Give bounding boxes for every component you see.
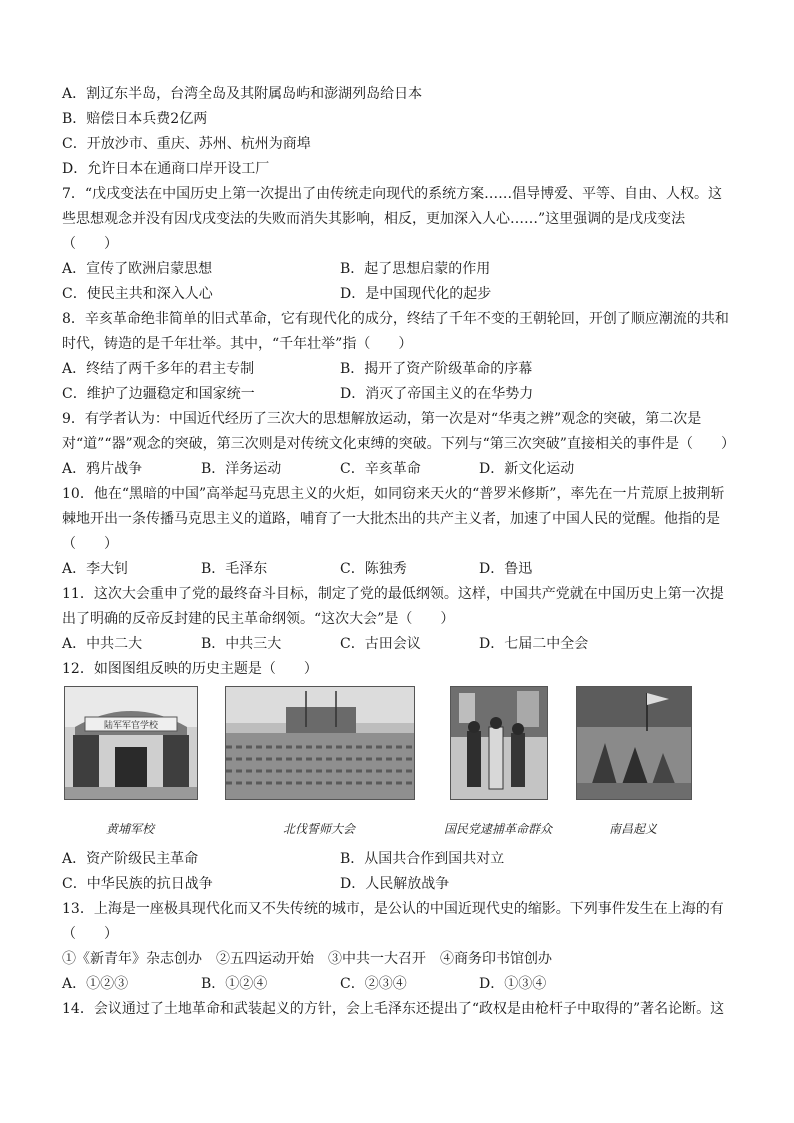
option-a[interactable]: A．中共二大: [62, 636, 143, 652]
question-6-options: [62, 82, 734, 182]
option-a[interactable]: A．资产阶级民主革命: [62, 851, 199, 867]
option-c[interactable]: C．中华民族的抗日战争: [62, 876, 213, 892]
option-b[interactable]: B．洋务运动: [201, 461, 282, 477]
option-b[interactable]: B．起了思想启蒙的作用: [340, 261, 491, 277]
gate-sign-text: 陆军军官学校: [103, 721, 159, 731]
question-12: [62, 657, 734, 897]
option-a[interactable]: A．宣传了欧洲启蒙思想: [62, 261, 213, 277]
question-stem: 9．有学者认为：中国近代经历了三次大的思想解放运动，第一次是对“华夷之辨”观念的突破，第二次是对“道”“器”观念的突破，第三次则是对传统文化束缚的突破。下列与“第三次突破”直接相关的事件是（ ）: [62, 411, 735, 452]
caption-huangpu: 黄埔军校: [105, 822, 154, 836]
option-d[interactable]: D．①③④: [479, 976, 547, 992]
option-d[interactable]: D．允许日本在通商口岸开设工厂: [62, 161, 270, 177]
question-stem: 11．这次大会重申了党的最终奋斗目标，制定了党的最低纲领。这样，中国共产党就在中国历史上第一次提出了明确的反帝反封建的民主革命纲领。“这次大会”是（ ）: [62, 586, 724, 627]
option-a[interactable]: A．李大钊: [62, 561, 129, 577]
caption-rally: 北伐誓师大会: [282, 822, 355, 836]
question-stem: 10．他在“黑暗的中国”高举起马克思主义的火炬，如同窃来天火的“普罗米修斯”，率先在一片荒原上披荆斩棘地开出一条传播马克思主义的道路，哺育了一大批杰出的共产主义者，加速了中国人民的觉醒。他指的是（ ）: [62, 486, 725, 552]
event-items: ①《新青年》杂志创办 ②五四运动开始 ③中共一大召开 ④商务印书馆创办: [62, 951, 552, 967]
caption-nanchang: 南昌起义: [608, 822, 657, 836]
option-b[interactable]: B．①②④: [201, 976, 268, 992]
option-b[interactable]: B．从国共合作到国共对立: [340, 851, 505, 867]
option-a[interactable]: A．鸦片战争: [62, 461, 143, 477]
huangpu-academy-photo: [64, 686, 198, 800]
caption-arrest: 国民党逮捕革命群众: [443, 822, 552, 836]
question-stem: 13．上海是一座极具现代化而又不失传统的城市，是公认的中国近现代史的缩影。下列事件发生在上海的有（ ）: [62, 901, 724, 942]
option-b[interactable]: B．赔偿日本兵费2亿两: [62, 111, 208, 127]
option-a[interactable]: A．①②③: [62, 976, 129, 992]
question-stem: 7．“戊戌变法在中国历史上第一次提出了由传统走向现代的系统方案……倡导博爱、平等、自由、人权。这些思想观念并没有因戊戌变法的失败而消失其影响，相反，更加深入人心……”这里强调的是戊戌变法（ ）: [62, 186, 723, 252]
option-d[interactable]: D．人民解放战争: [340, 876, 450, 892]
question-13: [62, 897, 734, 997]
photo-group: [62, 682, 734, 847]
option-d[interactable]: D．消灭了帝国主义的在华势力: [340, 386, 534, 402]
question-8: [62, 307, 734, 407]
question-stem: 8．辛亥革命绝非简单的旧式革命，它有现代化的成分，终结了千年不变的王朝轮回，开创了顺应潮流的共和时代，铸造的是千年壮举。其中，“千年壮举”指（ ）: [62, 311, 729, 352]
kmt-arrest-photo: [450, 686, 548, 800]
option-c[interactable]: C．辛亥革命: [340, 461, 421, 477]
option-c[interactable]: C．维护了边疆稳定和国家统一: [62, 386, 255, 402]
question-7: [62, 182, 734, 307]
option-c[interactable]: C．使民主共和深入人心: [62, 286, 213, 302]
option-d[interactable]: D．七届二中全会: [479, 636, 589, 652]
question-11: [62, 582, 734, 657]
option-c[interactable]: C．陈独秀: [340, 561, 407, 577]
option-a[interactable]: A．割辽东半岛，台湾全岛及其附属岛屿和澎湖列岛给日本: [62, 86, 423, 102]
question-stem: 12．如图图组反映的历史主题是（ ）: [62, 661, 318, 677]
option-a[interactable]: A．终结了两千多年的君主专制: [62, 361, 255, 377]
question-14: [62, 997, 734, 1022]
option-d[interactable]: D．是中国现代化的起步: [340, 286, 492, 302]
option-b[interactable]: B．毛泽东: [201, 561, 268, 577]
exam-page: [62, 82, 734, 1022]
option-b[interactable]: B．中共三大: [201, 636, 282, 652]
option-b[interactable]: B．揭开了资产阶级革命的序幕: [340, 361, 533, 377]
question-stem: 14．会议通过了土地革命和武装起义的方针，会上毛泽东还提出了“政权是由枪杆子中取得的”著名论断。这: [62, 1001, 725, 1017]
option-d[interactable]: D．鲁迅: [479, 561, 533, 577]
question-10: [62, 482, 734, 582]
option-c[interactable]: C．②③④: [340, 976, 407, 992]
question-9: [62, 407, 734, 482]
option-c[interactable]: C．开放沙市、重庆、苏州、杭州为商埠: [62, 136, 311, 152]
option-c[interactable]: C．古田会议: [340, 636, 421, 652]
northern-expedition-rally-photo: [225, 686, 415, 800]
nanchang-uprising-painting: [576, 686, 692, 800]
option-d[interactable]: D．新文化运动: [479, 461, 575, 477]
